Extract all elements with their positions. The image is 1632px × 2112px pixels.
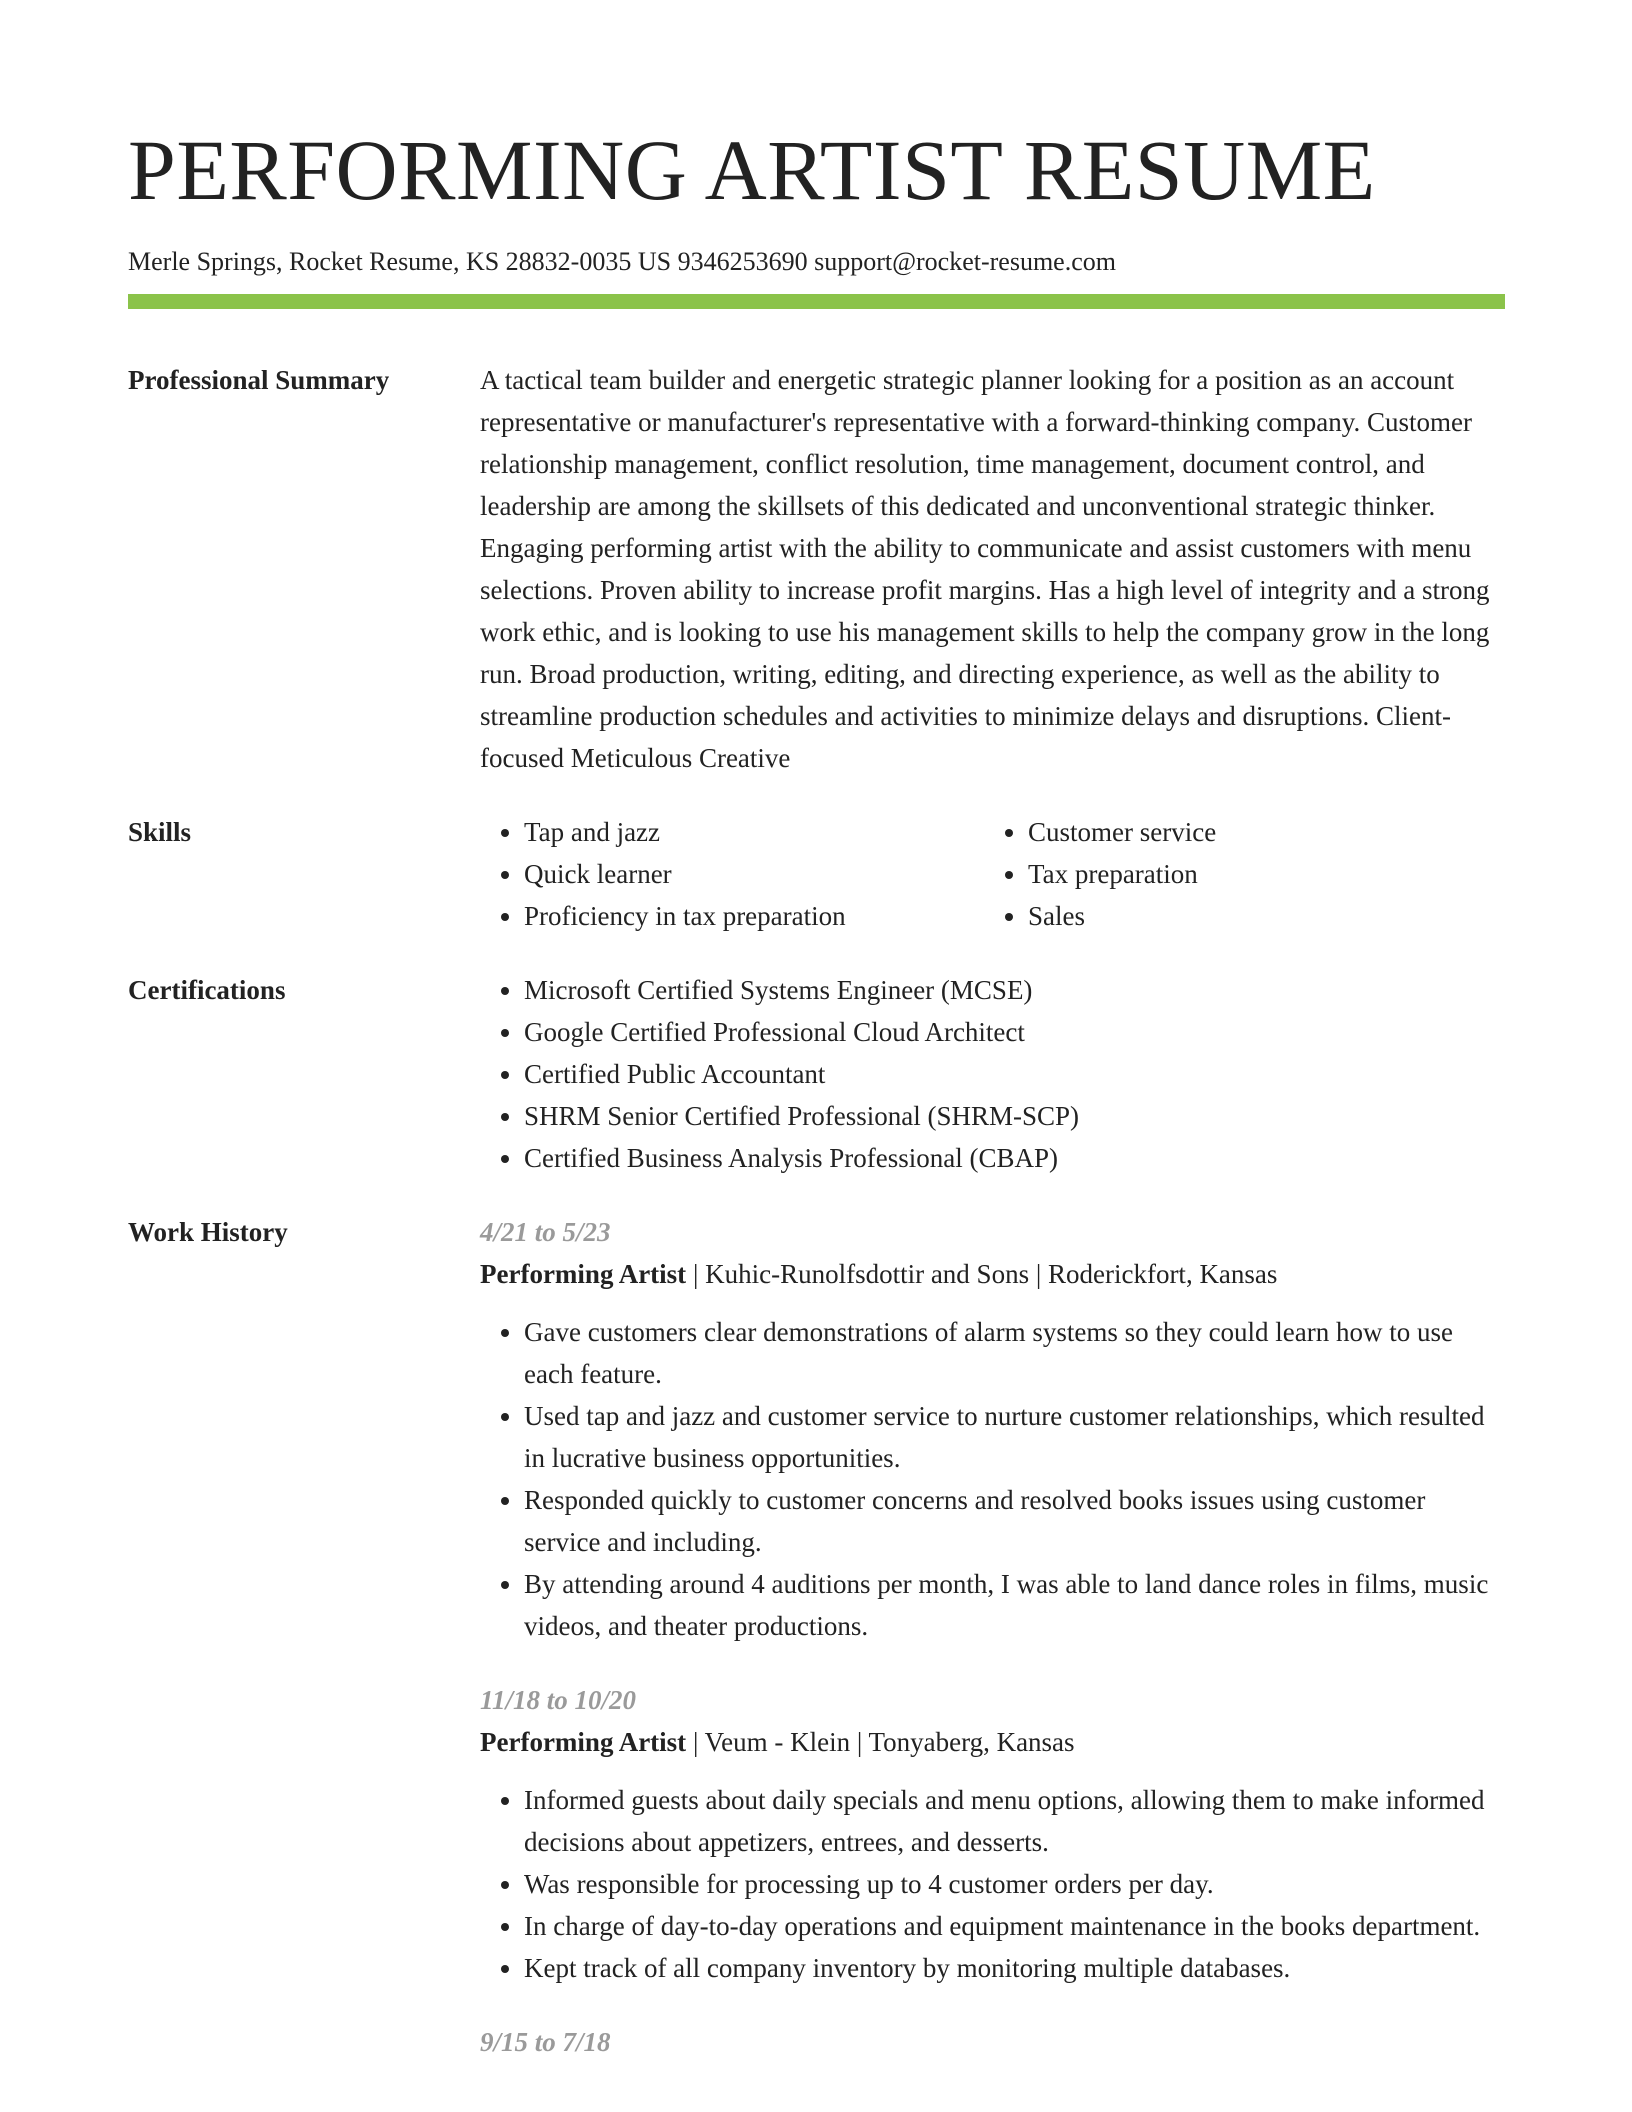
- job-details: | Kuhic-Runolfsdottir and Sons | Roderickfort, Kansas: [686, 1259, 1278, 1289]
- skills-section: [128, 811, 1505, 937]
- skill-item: • Proficiency in tax preparation: [524, 895, 984, 937]
- job-bullet: • Gave customers clear demonstrations of alarm systems so they could learn how to use each feature.: [524, 1311, 1505, 1395]
- job-bullet: • Was responsible for processing up to 4 customer orders per day.: [524, 1863, 1505, 1905]
- section-label-certifications: Certifications: [128, 975, 286, 1005]
- job-bullet: • By attending around 4 auditions per month, I was able to land dance roles in films, music videos, and theater productions.: [524, 1563, 1505, 1647]
- certification-item: • Certified Business Analysis Professional (CBAP): [524, 1137, 1505, 1179]
- job-dates: 9/15 to 7/18: [480, 2027, 611, 2057]
- skill-item: • Tap and jazz: [524, 811, 984, 853]
- skill-item: • Quick learner: [524, 853, 984, 895]
- work-history-section: [128, 1211, 1505, 2063]
- resume-title: PERFORMING ARTIST RESUME: [128, 122, 1376, 218]
- job-entry: [480, 1679, 1505, 1989]
- job-title: Performing Artist: [480, 1259, 687, 1289]
- section-label-skills: Skills: [128, 817, 192, 847]
- job-bullets: [480, 1779, 1505, 1989]
- job-bullet: • Kept track of all company inventory by monitoring multiple databases.: [524, 1947, 1505, 1989]
- job-entry: [480, 2021, 1505, 2063]
- job-bullet: • Informed guests about daily specials and menu options, allowing them to make informed decisions about appetizers, entrees, and desserts.: [524, 1779, 1505, 1863]
- resume-page: [128, 0, 1505, 2063]
- skills-list-left: [480, 811, 984, 937]
- job-bullets: [480, 1311, 1505, 1647]
- skills-list-right: [984, 811, 1488, 937]
- job-bullet: • Responded quickly to customer concerns and resolved books issues using customer service and including.: [524, 1479, 1505, 1563]
- job-dates: 4/21 to 5/23: [480, 1217, 611, 1247]
- job-dates: 11/18 to 10/20: [480, 1685, 637, 1715]
- job-details: | Veum - Klein | Tonyaberg, Kansas: [686, 1727, 1075, 1757]
- job-entry: [480, 1211, 1505, 1647]
- job-bullet: • Used tap and jazz and customer service to nurture customer relationships, which resulted in lucrative business opportunities.: [524, 1395, 1505, 1479]
- accent-divider: [128, 294, 1505, 309]
- section-label-summary: Professional Summary: [128, 365, 390, 395]
- job-heading: [480, 1721, 1505, 1763]
- skill-item: • Tax preparation: [1028, 853, 1488, 895]
- contact-line: Merle Springs, Rocket Resume, KS 28832-0035 US 9346253690 support@rocket-resume.com: [128, 247, 1116, 276]
- skill-item: • Sales: [1028, 895, 1488, 937]
- skill-item: • Customer service: [1028, 811, 1488, 853]
- certification-item: • Certified Public Accountant: [524, 1053, 1505, 1095]
- job-title: Performing Artist: [480, 1727, 687, 1757]
- certifications-section: [128, 969, 1505, 1179]
- certification-item: • SHRM Senior Certified Professional (SHRM-SCP): [524, 1095, 1505, 1137]
- summary-section: [128, 359, 1505, 779]
- certification-item: • Google Certified Professional Cloud Architect: [524, 1011, 1505, 1053]
- section-label-work-history: Work History: [128, 1217, 288, 1247]
- job-bullet: • In charge of day-to-day operations and equipment maintenance in the books department.: [524, 1905, 1505, 1947]
- summary-text: A tactical team builder and energetic strategic planner looking for a position as an account representative or manufacturer's representative with a forward-thinking company. Customer relationship management, conflict resolution, time management, document control, and leadership are among the skillsets of this dedicated and unconventional strategic thinker. Engaging performing artist with the ability to communicate and assist customers with menu selections. Proven ability to increase profit margins. Has a high level of integrity and a strong work ethic, and is looking to use his management skills to help the company grow in the long run. Broad production, writing, editing, and directing experience, as well as the ability to streamline production schedules and activities to minimize delays and disruptions. Client-focused Meticulous Creative: [480, 365, 1490, 773]
- certification-item: • Microsoft Certified Systems Engineer (MCSE): [524, 969, 1505, 1011]
- job-heading: [480, 1253, 1505, 1295]
- certifications-list: [480, 969, 1505, 1179]
